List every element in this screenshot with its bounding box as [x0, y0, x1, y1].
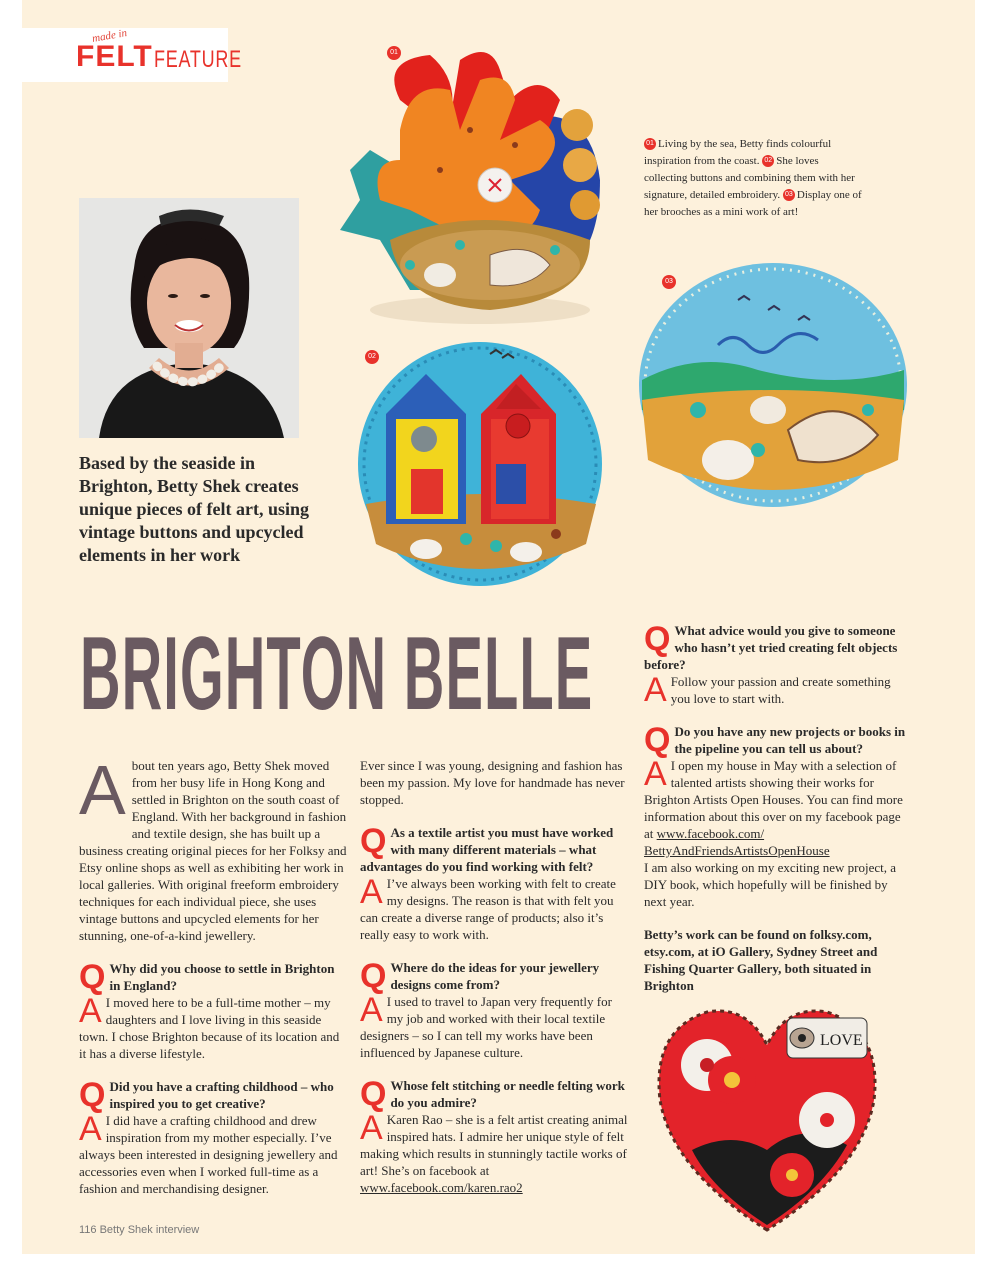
caption-text-3: Display one of her brooches as a mini work of art! — [644, 189, 862, 218]
photo-caption — [644, 136, 864, 221]
question-4: Q Where do the ideas for your jewellery designs come from? — [360, 957, 600, 995]
photo-number-badge: 02 — [365, 350, 379, 364]
photo-number-badge: 03 — [662, 275, 676, 289]
caption-text-2: She loves collecting buttons and combining them with her signature, detailed embroidery. — [644, 155, 855, 201]
question-7: Q Do you have any new projects or books in the pipeline you can tell us about? — [644, 721, 906, 759]
question-6: Q What advice would you give to someone who hasn’t yet tried creating felt objects before? — [644, 620, 898, 672]
heart-brooch-image — [652, 1000, 882, 1240]
karen-rao-facebook-link[interactable]: www.facebook.com/karen.rao2 — [360, 1180, 523, 1195]
answer-5: A Karen Rao – she is a felt artist creating animal inspired hats. I admire her unique style of felt making which results in stunningly tactile works of art! She’s on facebook at www.facebook.com/karen.rao2 — [360, 1109, 628, 1195]
caption-number-3: 03 — [783, 189, 795, 201]
question-2: Q Did you have a crafting childhood – who inspired you to get creative? — [79, 1076, 334, 1114]
answer-7-continued: I am also working on my exciting new project, a DIY book, which hopefully will be finished by next year. — [644, 860, 896, 909]
question-3: Q As a textile artist you must have worked with many different materials – what advantages do you find working with felt? — [360, 822, 614, 874]
article-column-1 — [79, 751, 347, 1213]
answer-6: A Follow your passion and create something you love to start with. — [644, 671, 891, 709]
closing-note: Betty’s work can be found on folksy.com, etsy.com, at iO Gallery, Sydney Street and Fishing Quarter Gallery, both situated in Brighton — [644, 927, 878, 993]
coral-brooch-image — [340, 40, 610, 330]
sea-scene-brooch-image — [638, 260, 908, 510]
question-5: Q Whose felt stitching or needle felting work do you admire? — [360, 1075, 625, 1113]
intro-standfirst: Based by the seaside in Brighton, Betty Shek creates unique pieces of felt art, using vintage buttons and upcycled elements in her work — [79, 453, 310, 565]
photo-number-badge: 01 — [387, 46, 401, 60]
brand-logo: FELT — [76, 40, 153, 73]
article-headline: BRIGHTON BELLE — [80, 616, 594, 732]
article-column-2 — [360, 757, 628, 1212]
heart-love-text: LOVE — [820, 1032, 863, 1049]
caption-number-2: 02 — [762, 155, 774, 167]
answer-2: A I did have a crafting childhood and drew inspiration from my mother especially. I’ve always been interested in designing jewellery and accessories even when I worked full-time as a fashion and merchandising designer. — [79, 1110, 338, 1196]
drop-cap: A — [79, 751, 126, 829]
answer-4: A I used to travel to Japan very frequently for my job and worked with their local textile designers – so I can tell my works have been influenced by Japanese culture. — [360, 991, 612, 1060]
caption-text-1: Living by the sea, Betty finds colourful inspiration from the coast. — [644, 138, 832, 167]
portrait-photo — [79, 198, 299, 438]
answer-2-continued: Ever since I was young, designing and fashion has been my passion. My love for handmade has never stopped. — [360, 758, 625, 807]
answer-1: A I moved here to be a full-time mother – my daughters and I love living in this seaside town. I chose Brighton because of its location and it has a diverse lifestyle. — [79, 992, 340, 1061]
section-label: FEATURE — [154, 46, 242, 73]
caption-number-1: 01 — [644, 138, 656, 150]
portrait-illustration — [79, 198, 299, 438]
answer-3: A I’ve always been working with felt to create my designs. The reason is that with felt you can create a diverse range of products; also it’s really easy to work with. — [360, 873, 616, 942]
opening-paragraph: About ten years ago, Betty Shek moved from her busy life in Hong Kong and settled in Brighton on the south coast of England. With her background in fashion and textile design, she has built up a business creating original pieces for her Folksy and Etsy online shops as well as exhibiting her work in local galleries. With original freeform embroidery techniques for each individual piece, she uses vintage buttons and upcycled elements for her stunning, one-of-a-kind jewellery. — [79, 751, 347, 943]
article-column-3 — [644, 622, 910, 1010]
open-house-facebook-link[interactable]: www.facebook.com/ BettyAndFriendsArtistsOpenHouse — [644, 826, 830, 858]
beach-huts-brooch-image — [356, 334, 604, 594]
answer-7: A I open my house in May with a selection of talented artists showing their works for Brighton Artists Open Houses. You can find more information about this over on my facebook page at www.facebook.com/ BettyAndFriendsArtistsOpenHouse — [644, 755, 903, 858]
page-footer: 116 Betty Shek interview — [79, 1224, 200, 1236]
question-1: Q Why did you choose to settle in Brighton in England? — [79, 958, 335, 996]
made-in-label: made in — [91, 27, 128, 45]
